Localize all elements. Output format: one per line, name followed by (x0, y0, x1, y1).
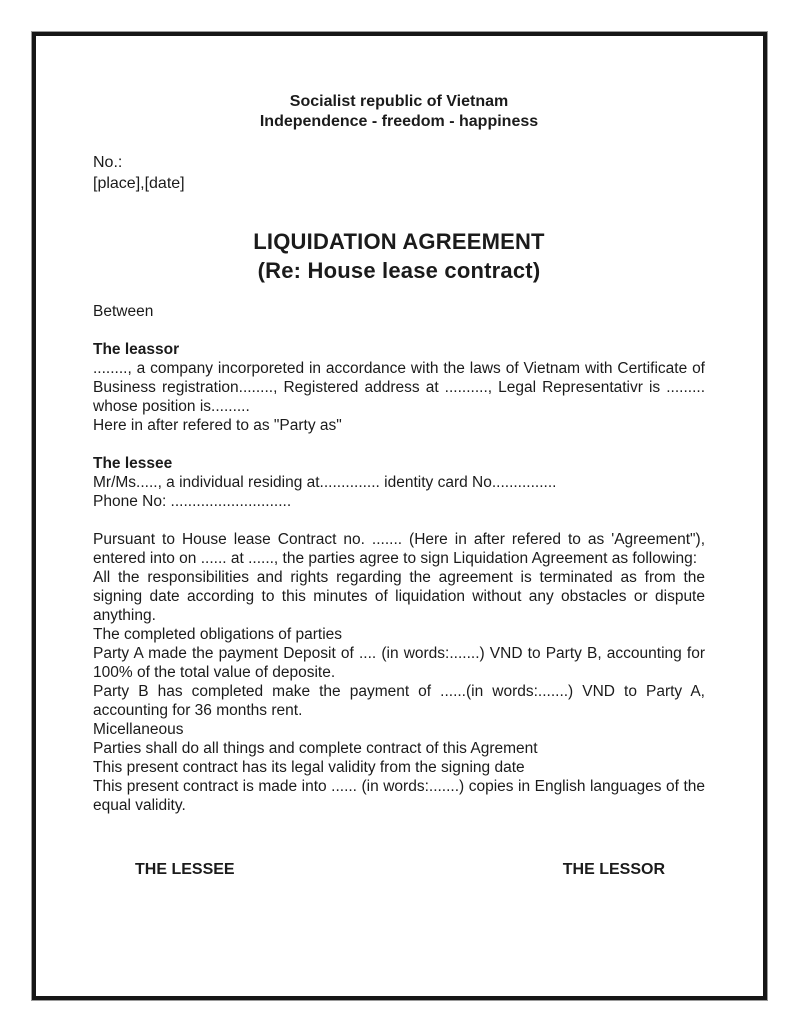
lessee-section (93, 454, 705, 511)
pursuant-paragraph: Pursuant to House lease Contract no. ....... (Here in after refered to as 'Agreement"), entered into on ...... at ......, the parties agree to sign Liquidation Agreement as following: (93, 531, 705, 567)
leassor-paragraph: ........, a company incorporeted in accordance with the laws of Vietnam with Certificate of Business registration........, Registered address at .........., Legal Representativr is ......... whose position is......... (93, 360, 705, 415)
doc-subtitle: (Re: House lease contract) (257, 258, 541, 283)
signature-lessor: THE LESSOR (562, 861, 665, 878)
between-label: Between (93, 303, 154, 320)
document-meta (93, 152, 705, 194)
place-date: [place],[date] (93, 175, 185, 192)
doc-number: No.: (93, 154, 123, 171)
leassor-heading: The leassor (93, 341, 180, 358)
national-header (93, 92, 705, 132)
term-paragraph: All the responsibilities and rights regarding the agreement is terminated as from the signing date according to this minutes of liquidation without any obstacles or dispute anything. (93, 569, 705, 624)
document-content (36, 36, 763, 996)
lessee-phone: Phone No: ............................ (93, 493, 292, 510)
doc-title-block (93, 227, 705, 285)
leassor-note: Here in after refered to as "Party as" (93, 417, 342, 434)
national-header-line1: Socialist republic of Vietnam (289, 93, 509, 110)
term-paragraph: Party B has completed make the payment of ......(in words:.......) VND to Party A, accounting for 36 months rent. (93, 683, 705, 719)
terms-section (93, 530, 705, 815)
document-page-border (32, 32, 767, 1000)
term-paragraph: Party A made the payment Deposit of .... (in words:.......) VND to Party B, accounting for 100% of the total value of deposite. (93, 645, 705, 681)
term-paragraph: Parties shall do all things and complete contract of this Agrement (93, 740, 538, 757)
lessee-heading: The lessee (93, 455, 173, 472)
lessee-details: Mr/Ms....., a individual residing at.............. identity card No............... (93, 474, 557, 491)
doc-title: LIQUIDATION AGREEMENT (253, 229, 545, 254)
term-paragraph: This present contract is made into ...... (in words:.......) copies in English languages of the equal validity. (93, 778, 705, 814)
signature-row (93, 860, 705, 879)
term-paragraph: This present contract has its legal validity from the signing date (93, 759, 525, 776)
leassor-section (93, 340, 705, 435)
signature-lessee: THE LESSEE (135, 861, 235, 878)
term-paragraph: The completed obligations of parties (93, 626, 343, 643)
term-paragraph: Micellaneous (93, 721, 184, 738)
national-motto: Independence - freedom - happiness (259, 113, 539, 130)
